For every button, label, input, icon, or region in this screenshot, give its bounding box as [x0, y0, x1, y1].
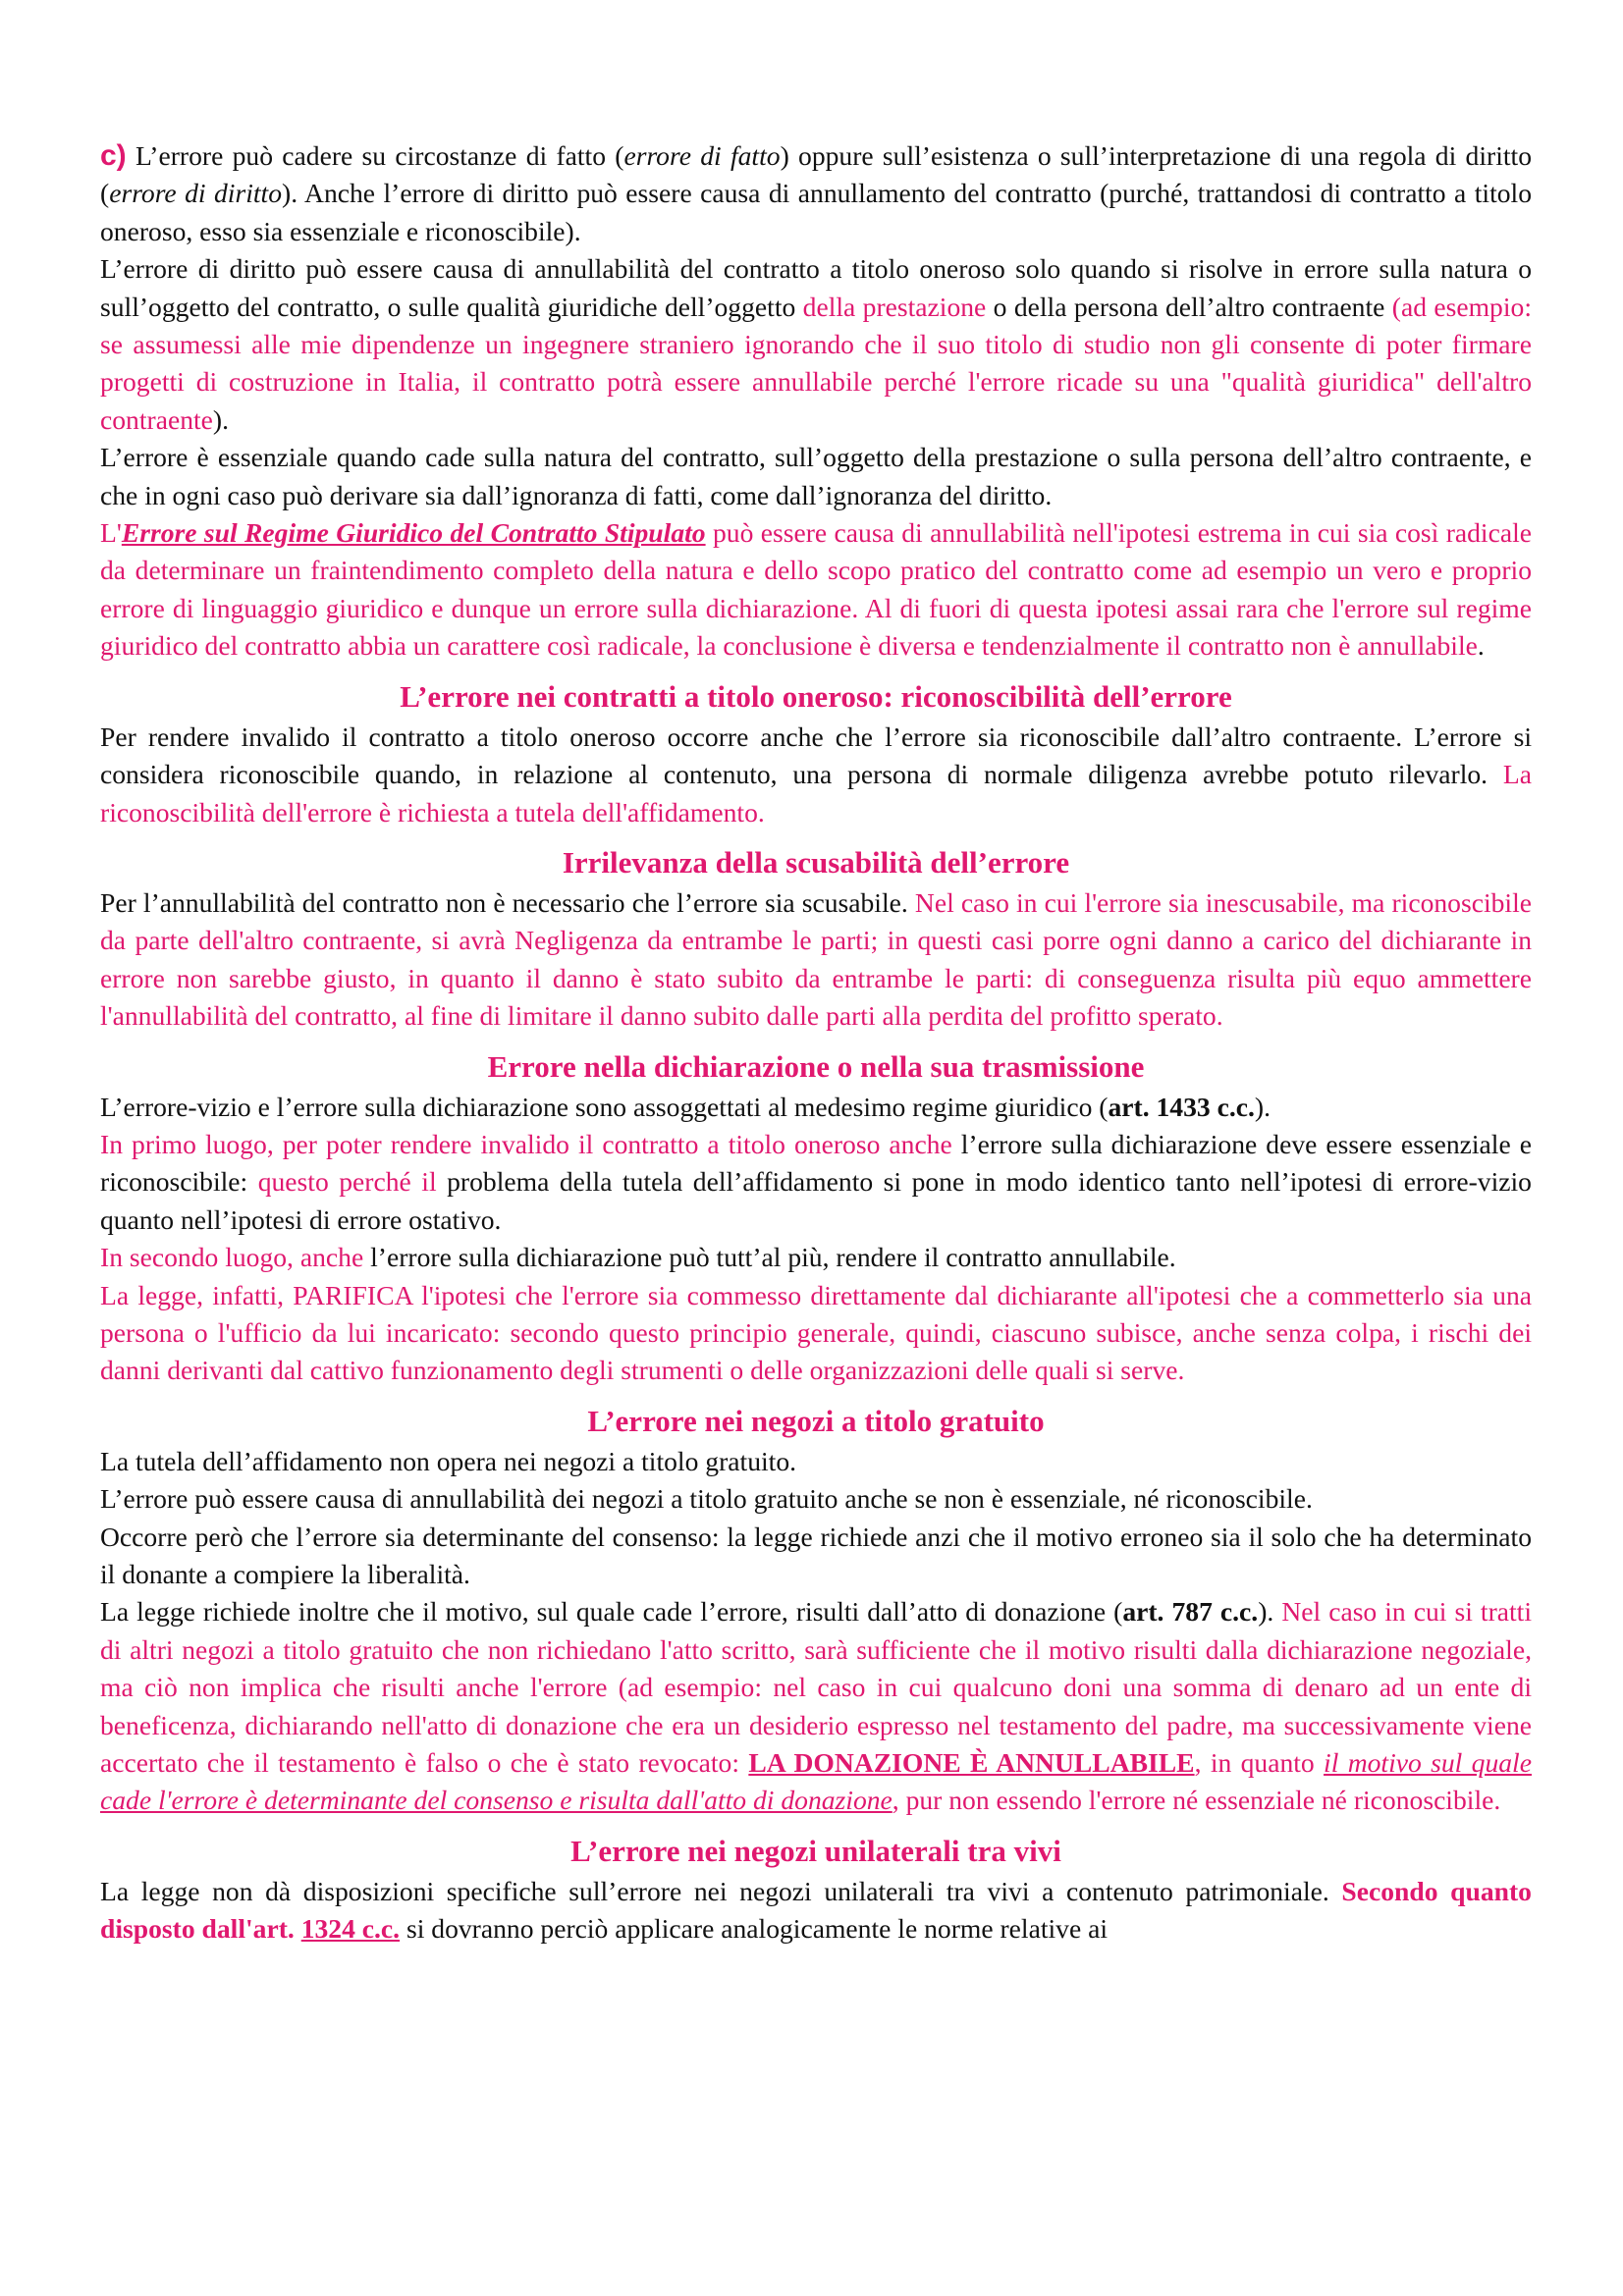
paragraph [100, 1126, 1532, 1239]
section-heading: L’errore nei negozi a titolo gratuito [587, 1403, 1045, 1438]
section-heading: Errore nella dichiarazione o nella sua trasmissione [487, 1048, 1145, 1084]
section [100, 1832, 1532, 1949]
text-run: errore di fatto [623, 140, 781, 171]
text-run: il motivo sul quale cade l'errore è determinante del consenso e risulta dall'atto di donazione [100, 1747, 1532, 1816]
document-page [100, 137, 1532, 1949]
text-run: ). Anche l’errore di diritto può essere causa di annullamento del contratto (purché, trattandosi di contratto a titolo oneroso, esso sia essenziale e riconoscibile). [100, 178, 1532, 246]
text-run: La legge non dà disposizioni specifiche sull’errore nei negozi unilaterali tra vivi a contenuto patrimoniale. [100, 1875, 1342, 1906]
section [100, 1402, 1532, 1820]
paragraph [100, 1277, 1532, 1390]
text-run: La riconoscibilità dell'errore è richiesta a tutela dell'affidamento. [100, 759, 1532, 828]
text-run: Secondo quanto disposto dall'art. [100, 1875, 1532, 1945]
text-run: o della persona dell’altro contraente [986, 291, 1392, 322]
text-run: In primo luogo, per poter rendere invalido il contratto a titolo oneroso anche [100, 1128, 952, 1159]
text-run: L’errore può essere causa di annullabilità dei negozi a titolo gratuito anche se non è essenziale, né riconoscibile. [100, 1483, 1313, 1515]
text-run: della prestazione [802, 291, 987, 322]
text-run: ). [212, 403, 229, 435]
text-run: L’errore può cadere su circostanze di fatto ( [126, 140, 624, 171]
text-run: Nel caso in cui si tratti di altri negozi a titolo gratuito che non richiedano l'atto scritto, sarà sufficiente che il motivo risulti dalla dichiarazione negoziale, ma ciò non implica che risulti anche l'errore (ad esempio: nel caso in cui qualcuno doni una somma di denaro ad un ente di beneficenza, dichiarando nell'atto di donazione che era un desiderio espresso nel testamento del padre, ma successivamente viene accertato che il testamento è falso o che è stato revocato: [100, 1596, 1533, 1779]
text-run: La tutela dell’affidamento non opera nei negozi a titolo gratuito. [100, 1445, 797, 1476]
text-run: c) [100, 139, 127, 172]
text-run: ). [1258, 1596, 1282, 1628]
section [100, 1047, 1532, 1390]
section [100, 677, 1532, 831]
paragraph [100, 439, 1532, 514]
paragraph [100, 1239, 1532, 1276]
text-run: La legge, infatti, PARIFICA l'ipotesi che l'errore sia commesso direttamente dal dichiarante all'ipotesi che a commetterlo sia una persona o l'ufficio da lui incaricato: secondo questo principio generale, quindi, ciascuno subisce, anche senza colpa, i rischi dei danni derivanti dal cattivo funzionamento degli strumenti o delle organizzazioni delle quali si serve. [100, 1279, 1532, 1386]
paragraph [100, 137, 1532, 250]
paragraph [100, 1480, 1532, 1518]
text-run: Per rendere invalido il contratto a titolo oneroso occorre anche che l’errore sia riconoscibile dall’altro contraente. L’errore si considera riconoscibile quando, in relazione al contenuto, una persona di normale diligenza avrebbe potuto rilevarlo. [100, 721, 1532, 790]
text-run: 1324 c.c. [300, 1913, 401, 1945]
paragraph [100, 1443, 1532, 1480]
text-run: l’errore sulla dichiarazione deve essere essenziale e riconoscibile: [100, 1128, 1532, 1198]
paragraph [100, 1593, 1532, 1819]
paragraph [100, 1519, 1532, 1594]
text-run: L' [100, 517, 122, 549]
text-run: , in quanto [1194, 1747, 1325, 1779]
text-run: art. 787 c.c. [1122, 1596, 1259, 1628]
text-run: LA DONAZIONE È ANNULLABILE [748, 1747, 1195, 1779]
section [100, 843, 1532, 1036]
text-run: si dovranno perciò applicare analogicamente le norme relative ai [400, 1913, 1109, 1945]
text-run: L’errore di diritto può essere causa di annullabilità del contratto a titolo oneroso solo quando si risolve in errore sulla natura o sull’oggetto del contratto, o sulle qualità giuridiche dell’oggetto [100, 253, 1532, 322]
section-heading: L’errore nei contratti a titolo oneroso: riconoscibilità dell’errore [400, 678, 1232, 714]
text-run: Errore sul Regime Giuridico del Contratto Stipulato [121, 517, 706, 549]
text-run: questo perché il [257, 1166, 437, 1198]
text-run: problema della tutela dell’affidamento si pone in modo identico tanto nell’ipotesi di errore-vizio quanto nell’ipotesi di errore ostativo. [100, 1166, 1532, 1235]
text-run: ). [1254, 1091, 1271, 1122]
text-run: In secondo luogo, anche [100, 1242, 364, 1273]
paragraph [100, 719, 1532, 831]
paragraph [100, 884, 1532, 1036]
text-run: può essere causa di annullabilità nell'ipotesi estrema in cui sia così radicale da determinare un fraintendimento completo della natura e dello scopo pratico del contratto come ad esempio un vero e proprio errore di linguaggio giuridico e dunque un errore sulla dichiarazione. Al di fuori di questa ipotesi assai rara che l'errore sul regime giuridico del contratto abbia un carattere così radicale, la conclusione è diversa e tendenzialmente il contratto non è annullabile [100, 517, 1533, 662]
text-run: . [1477, 630, 1485, 662]
text-run: Per l’annullabilità del contratto non è necessario che l’errore sia scusabile. [100, 886, 915, 918]
text-run: La legge richiede inoltre che il motivo, sul quale cade l’errore, risulti dall’atto di donazione ( [100, 1596, 1123, 1628]
text-run: , pur non essendo l'errore né essenziale né riconoscibile. [892, 1785, 1501, 1816]
text-run: ) oppure sull’esistenza o sull’interpretazione di una regola di diritto ( [100, 140, 1532, 209]
paragraph [100, 250, 1532, 439]
text-run: art. 1433 c.c. [1108, 1091, 1255, 1122]
section-heading: Irrilevanza della scusabilità dell’errore [562, 844, 1070, 880]
text-run: l’errore sulla dichiarazione può tutt’al più, rendere il contratto annullabile. [363, 1242, 1176, 1273]
section [100, 137, 1532, 666]
section-heading: L’errore nei negozi unilaterali tra vivi [570, 1833, 1061, 1868]
text-run: Occorre però che l’errore sia determinante del consenso: la legge richiede anzi che il motivo erroneo sia il solo che ha determinato il donante a compiere la liberalità. [100, 1521, 1532, 1589]
paragraph [100, 514, 1532, 666]
text-run: (ad esempio: se assumessi alle mie dipendenze un ingegnere straniero ignorando che il suo titolo di studio non gli consente di poter firmare progetti di costruzione in Italia, il contratto potrà essere annullabile perché l'errore ricade su una "qualità giuridica" dell'altro contraente [100, 291, 1532, 435]
paragraph [100, 1873, 1532, 1949]
text-run: errore di diritto [109, 178, 283, 209]
paragraph [100, 1089, 1532, 1126]
text-run: L’errore è essenziale quando cade sulla natura del contratto, sull’oggetto della prestazione o sulla persona dell’altro contraente, e che in ogni caso può derivare sia dall’ignoranza di fatti, come dall’ignoranza del diritto. [100, 442, 1532, 510]
text-run: L’errore-vizio e l’errore sulla dichiarazione sono assoggettati al medesimo regime giuridico ( [100, 1091, 1109, 1122]
text-run: Nel caso in cui l'errore sia inescusabile, ma riconoscibile da parte dell'altro contraente, si avrà Negligenza da entrambe le parti; in questi casi porre ogni danno a carico del dichiarante in errore non sarebbe giusto, in quanto il danno è stato subito da entrambe le parti: di conseguenza risulta più equo ammettere l'annullabilità del contratto, al fine di limitare il danno subito dalle parti alla perdita del profitto sperato. [100, 886, 1532, 1032]
